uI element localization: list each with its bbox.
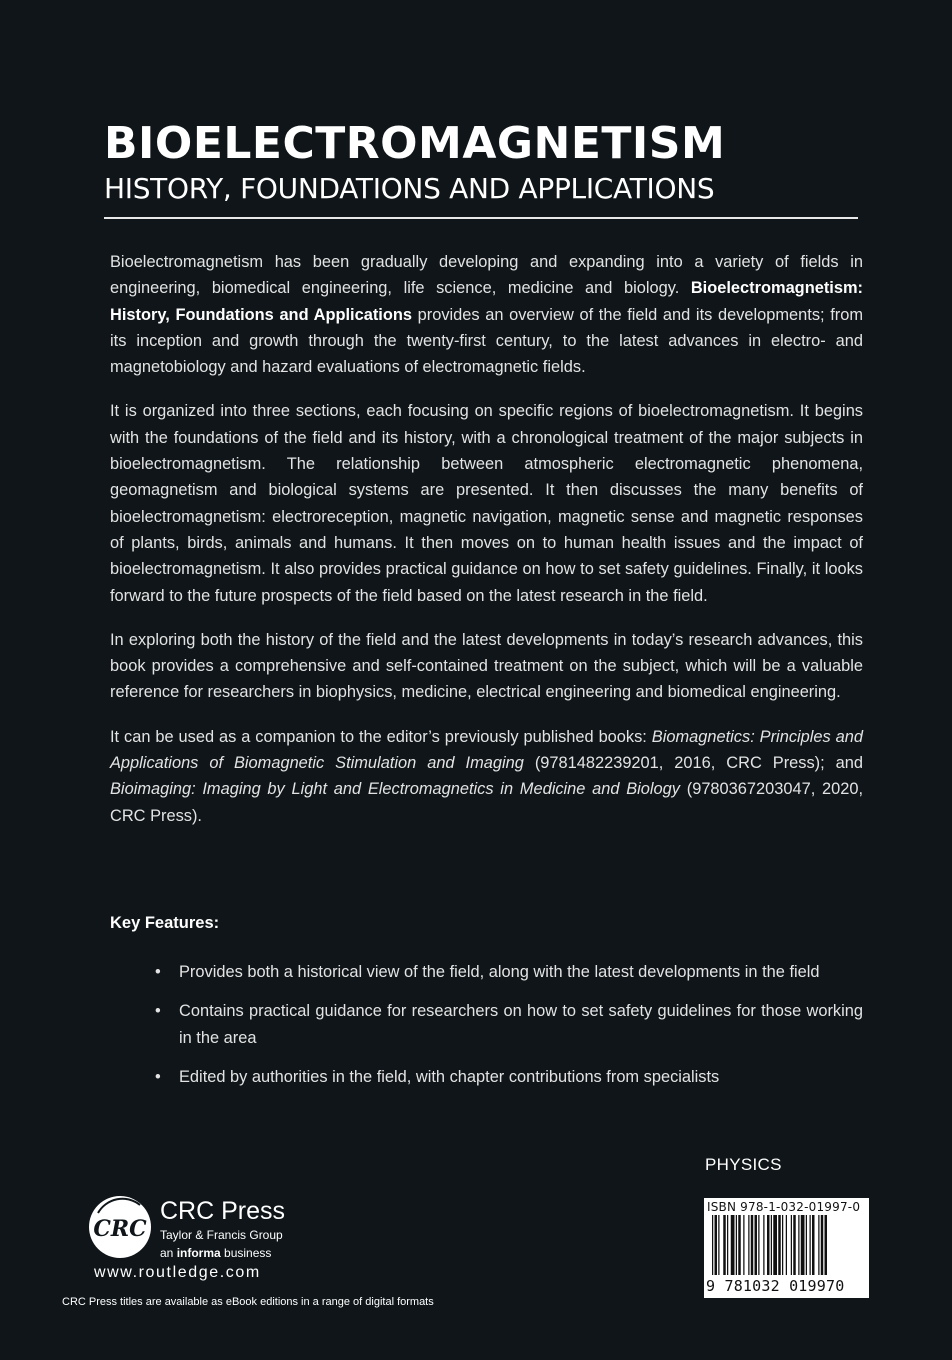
feature-item bbox=[150, 998, 863, 1051]
publisher-url[interactable]: www.routledge.com bbox=[94, 1264, 261, 1281]
barcode-bar bbox=[806, 1215, 807, 1275]
barcode-bar bbox=[791, 1215, 792, 1275]
crc-press-logo-icon bbox=[88, 1195, 152, 1259]
p4-book2-title: Bioimaging: Imaging by Light and Electromagnetics in Medicine and Biology bbox=[110, 780, 680, 799]
barcode-bar bbox=[793, 1215, 796, 1275]
barcode-bar bbox=[798, 1215, 799, 1275]
informa-bold: informa bbox=[176, 1246, 221, 1260]
informa-prefix: an bbox=[160, 1246, 177, 1260]
description-paragraph-2: It is organized into three sections, each focusing on specific regions of bioelectromagnetism. It begins with the foundations of the field and its history, with a chronological treatment of the major subjects in bioelectromagnetism. The relationship between atmospheric electromagnetic phenomena, geomagnetism and biological systems are presented. It then discusses the many benefits of bioelectromagnetism: electroreception, magnetic navigation, magnetic sense and magnetic responses of plants, birds, animals and humans. It then moves on to human health issues and the impact of bioelectromagnetism. It also provides practical guidance on how to set safety guidelines. Finally, it looks forward to the future prospects of the field based on the latest research in the field. bbox=[110, 402, 863, 605]
feature-item bbox=[150, 1064, 863, 1090]
barcode-bar bbox=[731, 1215, 735, 1275]
barcode-bar bbox=[736, 1215, 737, 1275]
barcode-bar bbox=[743, 1215, 744, 1275]
barcode-bar bbox=[727, 1215, 728, 1275]
barcode-bar bbox=[821, 1215, 824, 1275]
barcode-bar bbox=[715, 1215, 718, 1275]
feature-text: Edited by authorities in the field, with chapter contributions from specialists bbox=[179, 1067, 720, 1086]
book-subtitle: HISTORY, FOUNDATIONS AND APPLICATIONS bbox=[104, 172, 715, 205]
publisher-group: Taylor & Francis Group bbox=[160, 1228, 283, 1242]
publisher-name: CRC Press bbox=[160, 1197, 286, 1225]
barcode-bar bbox=[812, 1215, 815, 1275]
barcode-bar bbox=[778, 1215, 781, 1275]
title-divider bbox=[104, 217, 858, 219]
key-features-heading: Key Features: bbox=[110, 914, 220, 932]
book-description bbox=[110, 249, 863, 847]
barcode-bar bbox=[718, 1215, 719, 1275]
informa-suffix: business bbox=[220, 1246, 272, 1260]
p1-text-b: provides an overview of the field and its developments; from its inception and growth through the twenty-first century, to the latest advances in electro- and magnetobiology and hazard evaluations of electromagnetic fields. bbox=[110, 305, 864, 377]
barcode-bar bbox=[755, 1215, 758, 1275]
p4-text-c: (9780367203047, 2020, CRC Press). bbox=[110, 780, 864, 825]
barcode-bar bbox=[748, 1215, 749, 1275]
barcode-bar bbox=[782, 1215, 783, 1275]
barcode-bar bbox=[738, 1215, 741, 1275]
description-paragraph-4 bbox=[110, 724, 863, 829]
barcode-bar bbox=[786, 1215, 787, 1275]
barcode-bar bbox=[751, 1215, 754, 1275]
p4-book1-title: Biomagnetics: Principles and Applications of Biomagnetic Stimulation and Imaging bbox=[110, 727, 863, 773]
p4-text-a: It can be used as a companion to the editor’s previously published books: bbox=[110, 727, 652, 746]
bullet-icon: • bbox=[155, 1067, 161, 1086]
barcode-digits: 9 781032 019970 bbox=[706, 1277, 845, 1295]
barcode-bar bbox=[771, 1215, 772, 1275]
ebook-footnote: CRC Press titles are available as eBook editions in a range of digital formats bbox=[62, 1296, 434, 1308]
barcode-bar bbox=[767, 1215, 770, 1275]
p1-text-a: Bioelectromagnetism has been gradually developing and expanding into a variety of fields in engineering, biomedical engineering, life science, medicine and biology. bbox=[110, 253, 863, 298]
book-title: BIOELECTROMAGNETISM bbox=[104, 118, 726, 169]
logo-lettering: CRC bbox=[93, 1216, 147, 1242]
isbn-label: ISBN 978-1-032-01997-0 bbox=[707, 1200, 861, 1214]
barcode-bar bbox=[763, 1215, 764, 1275]
barcode-bar bbox=[773, 1215, 777, 1275]
barcode-icon bbox=[704, 1215, 869, 1277]
barcode-bar bbox=[825, 1215, 828, 1275]
feature-text: Provides both a historical view of the field, along with the latest developments in the field bbox=[179, 963, 820, 981]
barcode-bar bbox=[818, 1215, 819, 1275]
barcode-bar bbox=[810, 1215, 811, 1275]
barcode-bar bbox=[801, 1215, 805, 1275]
key-features-list bbox=[150, 959, 863, 1103]
subject-category: PHYSICS bbox=[705, 1155, 782, 1174]
p1-book-title: Bioelectromagnetism: History, Foundations and Applications bbox=[110, 279, 863, 324]
feature-text: Contains practical guidance for researchers on how to set safety guidelines for those working in the area bbox=[179, 1002, 863, 1047]
isbn-barcode-block bbox=[704, 1198, 869, 1298]
bullet-icon: • bbox=[155, 963, 161, 981]
barcode-bar bbox=[758, 1215, 759, 1275]
p4-text-b: (9781482239201, 2016, CRC Press); and bbox=[523, 754, 863, 773]
description-paragraph-1 bbox=[110, 249, 863, 380]
description-paragraph-3: In exploring both the history of the field and the latest developments in today’s research advances, this book provides a comprehensive and self-contained treatment on the subject, which will be a valuable reference for researchers in biophysics, medicine, electrical engineering and biomedical engineering. bbox=[110, 630, 863, 702]
publisher-informa bbox=[160, 1246, 271, 1260]
bullet-icon: • bbox=[155, 1002, 161, 1021]
barcode-bar bbox=[723, 1215, 726, 1275]
feature-item bbox=[150, 959, 863, 985]
barcode-bar bbox=[712, 1215, 713, 1275]
